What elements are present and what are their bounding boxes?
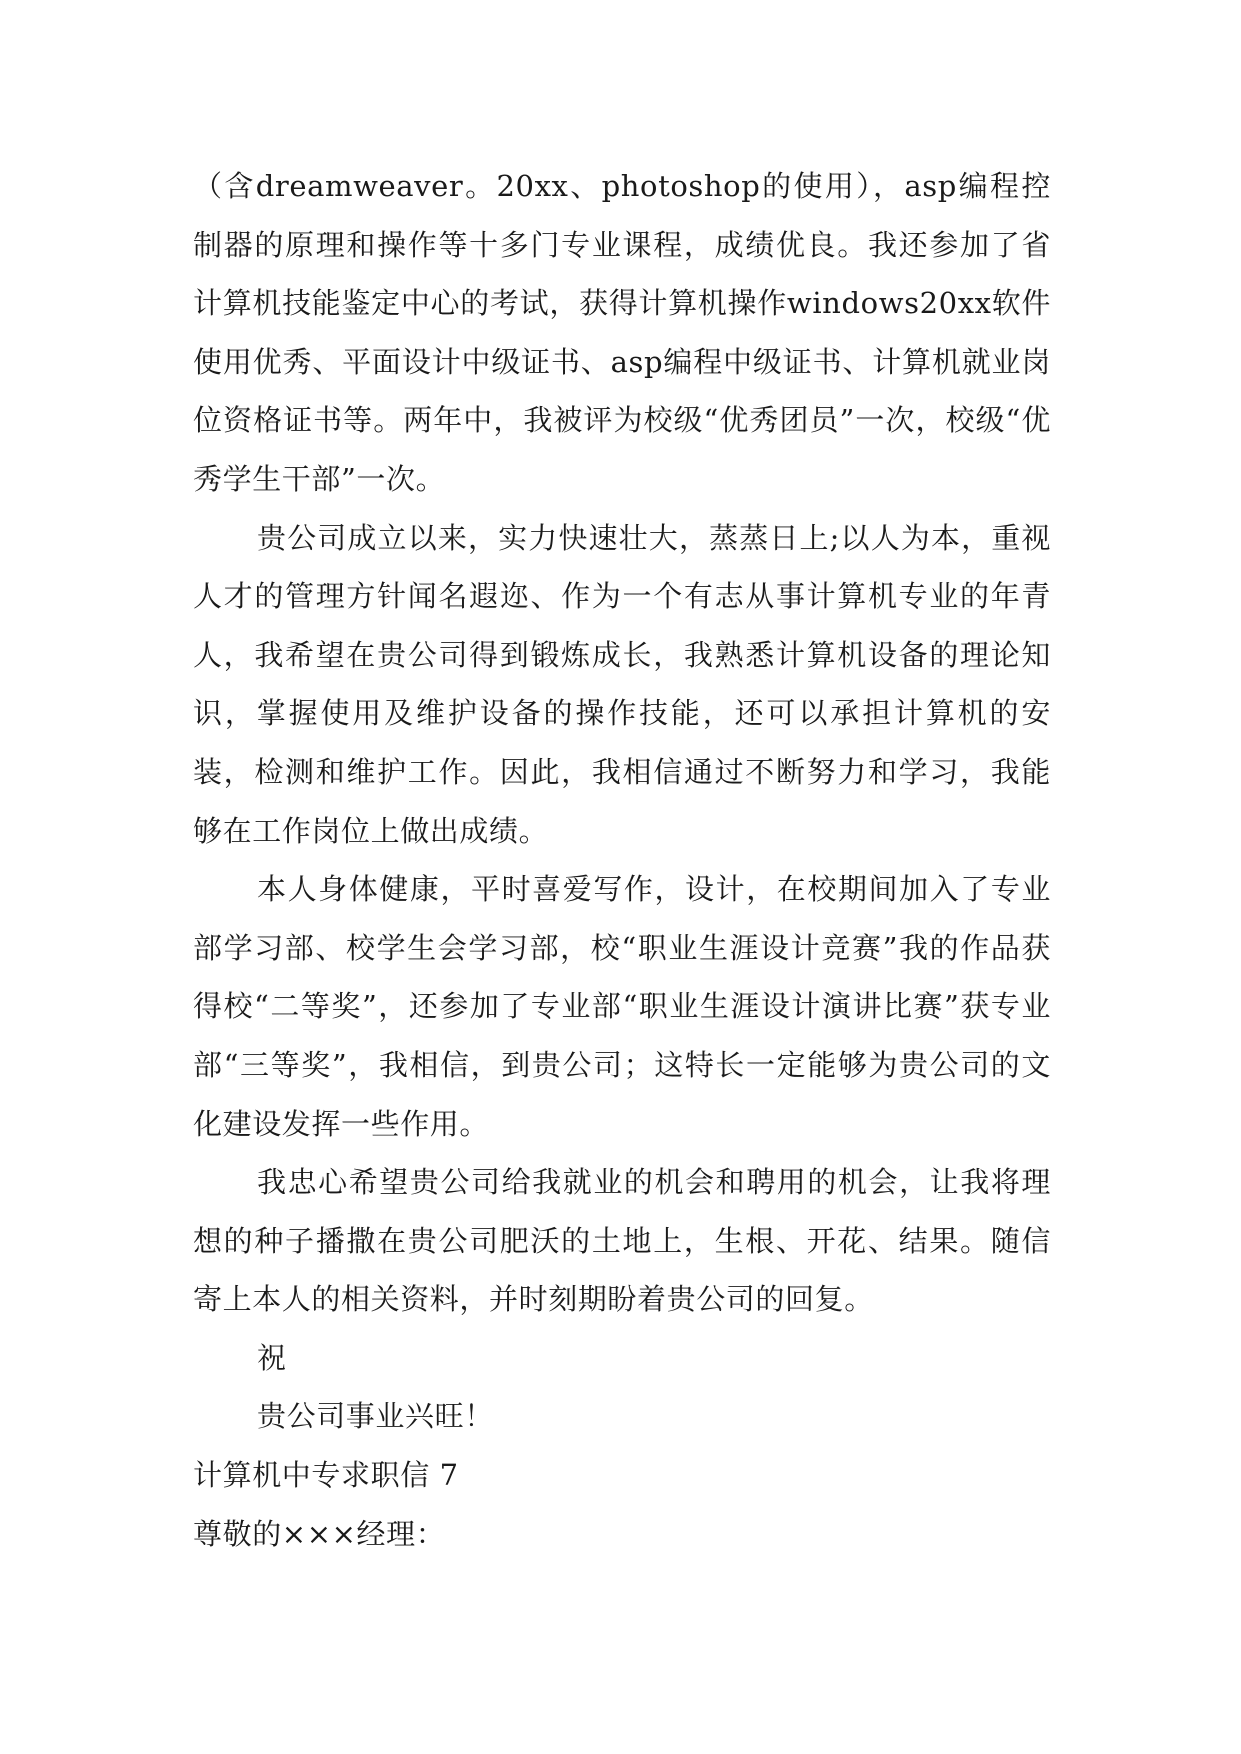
closing-blessing: 贵公司事业兴旺！ xyxy=(257,1399,494,1434)
paragraph-hope: 我忠心希望贵公司给我就业的机会和聘用的机会，让我将理想的种子播撒在贵公司肥沃的土地上，生根、开花、结果。随信寄上本人的相关资料，并时刻期盼着贵公司的回复。 xyxy=(193,1165,1051,1317)
section-title: 计算机中专求职信 7 xyxy=(193,1458,459,1493)
closing-wish: 祝 xyxy=(257,1340,287,1375)
paragraph-personal: 本人身体健康，平时喜爱写作，设计，在校期间加入了专业部学习部、校学生会学习部，校“职业生涯设计竞赛”我的作品获得校“二等奖”，还参加了专业部“职业生涯设计演讲比赛”获专业部“三等奖”，我相信，到贵公司；这特长一定能够为贵公司的文化建设发挥一些作用。 xyxy=(193,872,1051,1141)
paragraph-company: 贵公司成立以来，实力快速壮大，蒸蒸日上;以人为本，重视人才的管理方针闻名遐迩、作为一个有志从事计算机专业的年青人，我希望在贵公司得到锻炼成长，我熟悉计算机设备的理论知识，掌握使用及维护设备的操作技能，还可以承担计算机的安装，检测和维护工作。因此，我相信通过不断努力和学习，我能够在工作岗位上做出成绩。 xyxy=(193,520,1051,848)
paragraph-courses: （含dreamweaver。20xx、photoshop的使用），asp编程控制器的原理和操作等十多门专业课程，成绩优良。我还参加了省计算机技能鉴定中心的考试，获得计算机操作windows20xx软件使用优秀、平面设计中级证书、asp编程中级证书、计算机就业岗位资格证书等。两年中，我被评为校级“优秀团员”一次，校级“优秀学生干部”一次。 xyxy=(193,169,1051,496)
document-body xyxy=(193,157,1051,1563)
salutation: 尊敬的×××经理： xyxy=(193,1516,446,1551)
